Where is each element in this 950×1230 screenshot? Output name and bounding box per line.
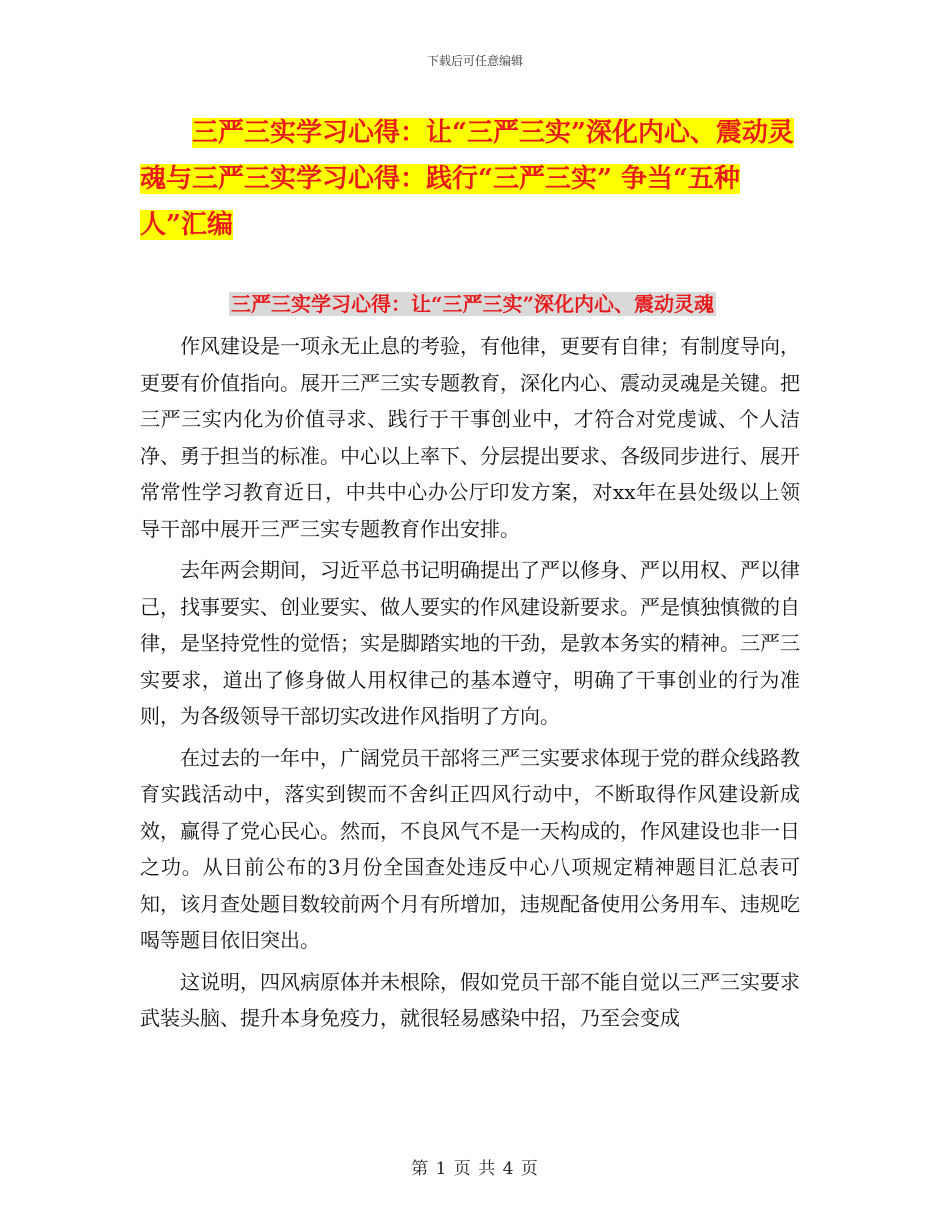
section-title-text: 三严三实学习心得：让“三严三实”深化内心、震动灵魂 xyxy=(230,292,714,316)
paragraph-1: 作风建设是一项永无止息的考验，有他律，更要有自律；有制度导向，更要有价值指向。展开三严三实专题教育，深化内心、震动灵魂是关键。把三严三实内化为价值寻求、践行于干事创业中，才符合对党虔诚、个人洁净、勇于担当的标准。中心以上率下、分层提出要求、各级同步进行、展开常常性学习教育近日，中共中心办公厅印发方案，对xx年在县处级以上领导干部中展开三严三实专题教育作出安排。 xyxy=(140,334,800,541)
page-number-footer: 第 1 页 共 4 页 xyxy=(411,1159,539,1179)
paragraph-3: 在过去的一年中，广阔党员干部将三严三实要求体现于党的群众线路教育实践活动中，落实到锲而不舍纠正四风行动中，不断取得作风建设新成效，赢得了党心民心。然而，不良风气不是一天构成的，作风建设也非一日之功。从日前公布的3月份全国查处违反中心八项规定精神题目汇总表可知，该月查处题目数较前两个月有所增加，违规配备使用公务用车、违规吃喝等题目依旧突出。 xyxy=(140,745,800,952)
section-title xyxy=(140,286,805,322)
document-body xyxy=(140,328,800,1042)
paragraph-2: 去年两会期间，习近平总书记明确提出了严以修身、严以用权、严以律己，找事要实、创业要实、做人要实的作风建设新要求。严是慎独慎微的自律，是坚持党性的觉悟；实是脚踏实地的干劲，是敦本务实的精神。三严三实要求，道出了修身做人用权律己的基本遵守，明确了干事创业的行为准则，为各级领导干部切实改进作风指明了方向。 xyxy=(140,558,800,728)
paragraph-4: 这说明，四风病原体并未根除，假如党员干部不能自觉以三严三实要求武装头脑、提升本身免疫力，就很轻易感染中招，乃至会变成 xyxy=(140,969,800,1030)
document-title-text: 三严三实学习心得：让“三严三实”深化内心、震动灵魂与三严三实学习心得：践行“三严三实” 争当“五种人”汇编 xyxy=(140,118,794,240)
page-header: 下载后可任意编辑 xyxy=(426,54,523,68)
document-title xyxy=(140,110,805,248)
